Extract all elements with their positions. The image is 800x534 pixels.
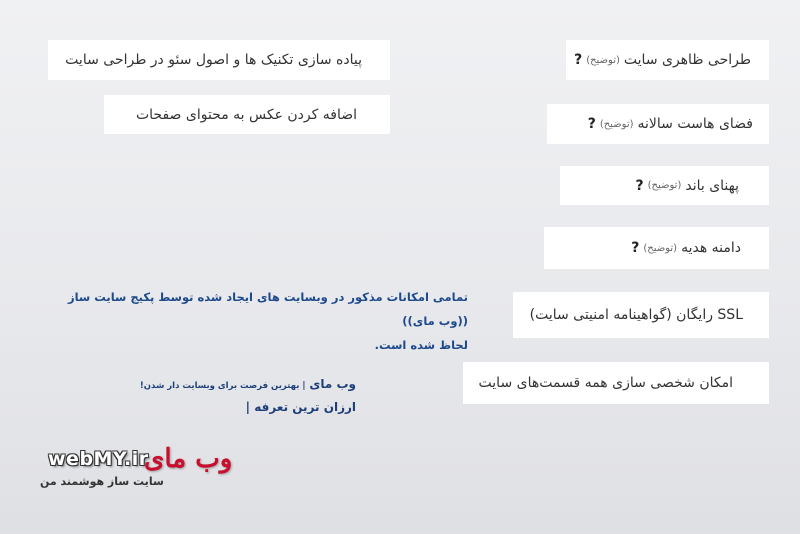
features-description [40, 285, 468, 357]
help-icon[interactable]: ? [635, 177, 644, 194]
feature-images-label: اضافه کردن عکس به محتوای صفحات [135, 106, 357, 123]
tagline [120, 374, 356, 418]
feature-customize-label: امکان شخصی سازی همه قسمت‌های سایت [478, 375, 733, 391]
feature-hosting [547, 104, 769, 144]
feature-domain-label: دامنه هدیه [681, 240, 741, 256]
description-line-1: تمامی امکانات مذکور در وبسایت های ایجاد شده توسط پکیج سایت ساز ((وب مای)) [67, 290, 468, 328]
feature-design [566, 40, 769, 80]
tagline-price: ارزان ترین تعرفه | [245, 400, 356, 414]
tagline-text: | بهترین فرصت برای وبسایت دار شدن! [139, 381, 306, 391]
feature-bandwidth [560, 166, 769, 205]
feature-design-label: طراحی ظاهری سایت [623, 52, 751, 68]
logo-latin: webMY.ir [48, 448, 149, 470]
site-logo[interactable] [40, 444, 250, 494]
feature-customize [463, 362, 769, 404]
logo-slogan: سایت ساز هوشمند من [40, 475, 164, 488]
logo-persian: وب مای [144, 444, 233, 474]
tagline-brand: وب مای [309, 377, 356, 391]
feature-bandwidth-label: پهنای باند [685, 177, 739, 194]
feature-bandwidth-note[interactable]: (توضیح) [647, 180, 682, 191]
help-icon[interactable]: ? [574, 52, 583, 68]
feature-ssl-label: SSL رایگان (گواهینامه امنیتی سایت) [529, 307, 743, 323]
description-line-2: لحاظ شده است. [374, 338, 468, 352]
feature-ssl [513, 292, 769, 338]
feature-seo-label: پیاده سازی تکنیک ها و اصول سئو در طراحی سایت [65, 52, 362, 68]
feature-hosting-note[interactable]: (توضیح) [599, 118, 634, 130]
feature-images [104, 95, 390, 134]
feature-domain-note[interactable]: (توضیح) [643, 242, 678, 254]
help-icon[interactable]: ? [631, 240, 640, 256]
help-icon[interactable]: ? [587, 116, 596, 132]
feature-design-note[interactable]: (توضیح) [586, 54, 620, 66]
feature-hosting-label: فضای هاست سالانه [637, 116, 753, 132]
feature-domain [544, 227, 769, 269]
feature-seo [48, 40, 390, 80]
